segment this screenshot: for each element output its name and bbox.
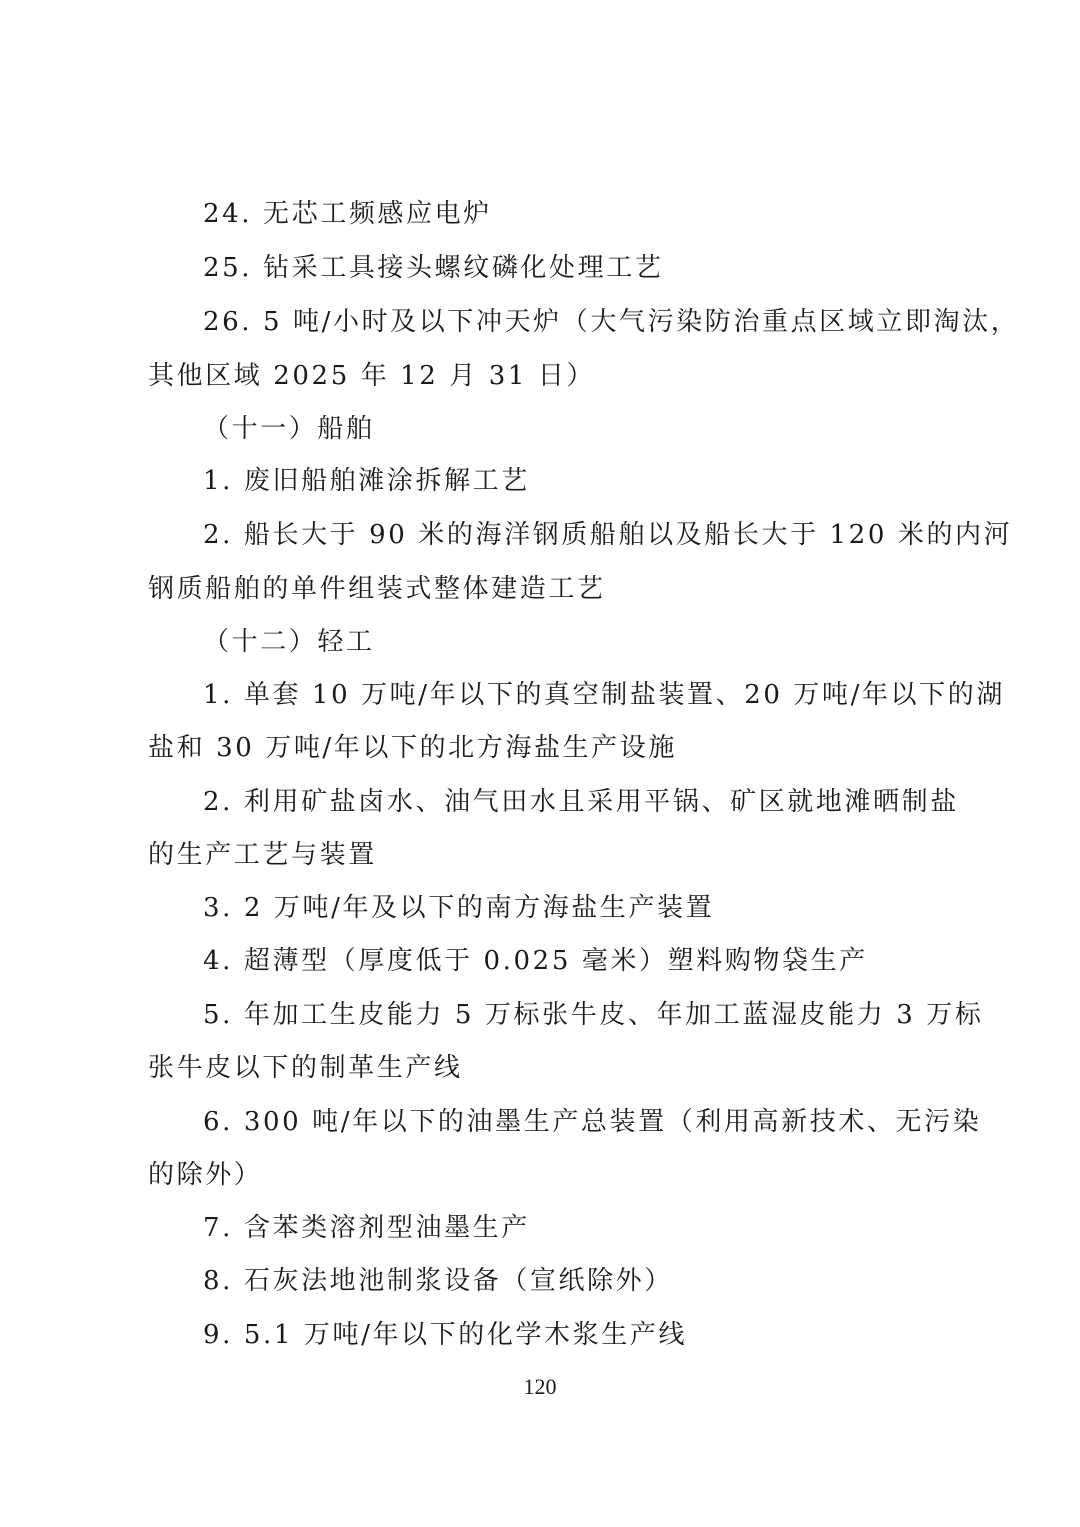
list-item-light-2-continuation: 的生产工艺与装置 — [148, 840, 377, 870]
list-item-light-1-continuation: 盐和 30 万吨/年以下的北方海盐生产设施 — [148, 733, 677, 763]
list-item-light-6: 6. 300 吨/年以下的油墨生产总装置（利用高新技术、无污染 — [203, 1107, 982, 1137]
page-number: 120 — [523, 1374, 557, 1399]
list-item-light-7: 7. 含苯类溶剂型油墨生产 — [203, 1213, 530, 1243]
list-item-26-continuation: 其他区域 2025 年 12 月 31 日） — [148, 361, 596, 391]
list-item-light-5: 5. 年加工生皮能力 5 万标张牛皮、年加工蓝湿皮能力 3 万标 — [203, 1000, 984, 1030]
list-item-ships-1: 1. 废旧船舶滩涂拆解工艺 — [203, 466, 530, 496]
list-item-ships-2-continuation: 钢质船舶的单件组装式整体建造工艺 — [148, 574, 606, 604]
section-heading-ships: （十一）船舶 — [203, 414, 375, 444]
list-item-25: 25. 钻采工具接头螺纹磷化处理工艺 — [203, 253, 664, 283]
list-item-light-9: 9. 5.1 万吨/年以下的化学木浆生产线 — [203, 1320, 688, 1350]
list-item-light-3: 3. 2 万吨/年及以下的南方海盐生产装置 — [203, 893, 715, 923]
list-item-light-1: 1. 单套 10 万吨/年以下的真空制盐装置、20 万吨/年以下的湖 — [203, 680, 1005, 710]
list-item-light-8: 8. 石灰法地池制浆设备（宣纸除外） — [203, 1266, 673, 1296]
list-item-26: 26. 5 吨/小时及以下冲天炉（大气污染防治重点区域立即淘汰， — [203, 307, 1020, 337]
list-item-light-5-continuation: 张牛皮以下的制革生产线 — [148, 1053, 463, 1083]
list-item-light-4: 4. 超薄型（厚度低于 0.025 毫米）塑料购物袋生产 — [203, 946, 868, 976]
section-heading-light-industry: （十二）轻工 — [203, 627, 375, 657]
list-item-ships-2: 2. 船长大于 90 米的海洋钢质船舶以及船长大于 120 米的内河 — [203, 520, 1013, 550]
list-item-24: 24. 无芯工频感应电炉 — [203, 199, 492, 229]
list-item-light-6-continuation: 的除外） — [148, 1160, 263, 1190]
list-item-light-2: 2. 利用矿盐卤水、油气田水且采用平锅、矿区就地滩晒制盐 — [203, 787, 959, 817]
